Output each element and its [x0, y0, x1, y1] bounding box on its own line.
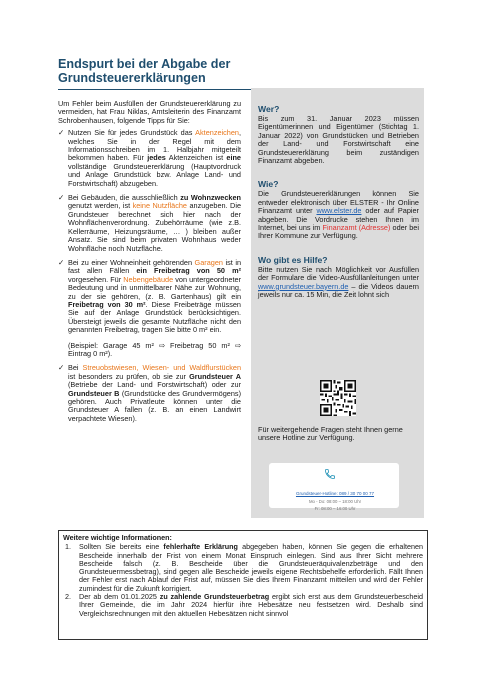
info-list — [63, 543, 423, 618]
text-run: Bei Gebäuden, die ausschließlich — [68, 193, 181, 203]
further-info-box — [58, 530, 428, 640]
hilfe-text — [258, 266, 419, 300]
page-title: Endspurt bei der Abgabe der Grundsteuererklärungen — [58, 57, 231, 85]
text-run: Sollten Sie bereits eine — [79, 542, 164, 552]
hotline-number[interactable]: Grundsteuer-Hotline: 089 / 30 70 00 77 — [295, 491, 375, 496]
text-run: abgegeben haben, können Sie gegen die erhaltenen Bescheide innerhalb der Frist von einem Monat Einspruch einlegen. Sind aus Ihrer Sicht mehrere Bescheide falsch (z. B. Bescheide über die Grundsteueräquivalenzbeträge und den Grundsteuermessbetrag), sind gegen alle Bescheide jeweils eigene Rechtsbehelfe erforderlich. Fällt Ihnen der Fehler erst nach Ablauf der Frist auf, müssen Sie dies Ihrem Finanzamt mitteilen und wird der Fehler zumindest für die Zukunft korrigiert. — [79, 542, 423, 593]
tip-text — [68, 364, 241, 423]
text-run: , welches Sie in der Regel mit dem Informationsschreiben im 1. Halbjahr mitgeteilt bekommen haben. Für — [68, 128, 241, 163]
tip-wohnzwecke — [58, 194, 241, 253]
text-run: (Betriebe der Land- und Forstwirtschaft) oder zur — [68, 380, 241, 390]
bold-run: zu zahlende Grundsteuerbetrag — [159, 592, 270, 602]
bold-run: Grundsteuer A — [189, 371, 241, 381]
bold-run: Grundsteuer B — [68, 388, 120, 398]
tip-streuobstwiesen — [58, 364, 241, 423]
tip-text — [68, 259, 241, 335]
highlight-nutzflaeche: keine Nutzfläche — [132, 201, 187, 211]
text-run: von untergeordneter Bedeutung und in unmittelbarer Nähe zur Wohnung, zu der sie gehören, (z. B. Gartenhaus) gilt ein — [68, 274, 241, 301]
bold-run: ein Freibetrag von 50 m² — [136, 266, 241, 276]
wer-text: Bis zum 31. Januar 2023 müssen Eigentümerinnen und Eigentümer (Stichtag 1. Januar 2022) von Grundstücken und Betrieben der Land- und Forstwirtschaft eine Grundsteuererklärung beim zuständigen Finanzamt abgeben. — [258, 114, 419, 166]
tip-text — [68, 129, 241, 188]
bold-run: jedes — [147, 153, 166, 163]
check-icon: ✓ — [58, 128, 65, 138]
tips-column — [58, 100, 241, 429]
check-icon: ✓ — [58, 257, 65, 267]
hilfe-heading: Wo gibt es Hilfe? — [258, 254, 328, 265]
wer-heading: Wer? — [258, 104, 280, 114]
text-run: – die Videos dauern jeweils nur ca. 15 Min, die Zeit lohnt sich — [258, 281, 419, 300]
elster-link[interactable]: www.elster.de — [316, 206, 362, 216]
text-run: genutzt werden, ist — [68, 201, 133, 211]
grundsteuer-bayern-link[interactable]: www.grundsteuer.bayern.de — [258, 281, 349, 291]
hotline-text: Für weitergehende Fragen steht Ihnen gerne unsere Hotline zur Verfügung. — [258, 425, 403, 443]
bold-run: zu Wohnzwecken — [180, 193, 241, 203]
tip-aktenzeichen — [58, 129, 241, 188]
text-run: . Diese Freibeträge müssen Sie auf der Anlage Grundstück berücksichtigen. Übersteigt jeweils die gesamte Nutzfläche nicht den genannten Freibetrag, tragen Sie bitte 0 m² ein. — [68, 299, 241, 335]
hotline-hours-friday: Fr: 08:00 – 16:00 Uhr — [314, 506, 356, 511]
bold-run: fehlerhafte Erklärung — [163, 542, 238, 552]
text-run: oder auf Papier abgeben. Die Vordrucke stehen Ihnen im Internet, bei uns im — [258, 206, 419, 233]
text-run: Der ab dem 01.01.2025 — [79, 592, 160, 602]
intro-text: Um Fehler beim Ausfüllen der Grundsteuererklärung zu vermeiden, hat Frau Niklas, Amtsleiterin des Finanzamt Schrobenhausen, folgende Tipps für Sie: — [58, 99, 241, 125]
text-run: Aktenzeichen ist — [165, 153, 227, 163]
text-run: vollständige Grundsteuererklärung (Hauptvordruck und Anlage Grundstück bzw. Anlage Land- und Forstwirtschaft) abzugeben. — [68, 161, 241, 188]
text-run: Bitte nutzen Sie nach Möglichkeit vor Ausfüllen der Formulare die Video-Ausfüllanleitungen unter — [258, 264, 419, 283]
text-run: Die Grundsteuererklärungen können Sie entweder elektronisch über ELSTER - Ihr Online Finanzamt unter — [258, 189, 419, 216]
tip-text — [68, 194, 241, 253]
check-icon: ✓ — [58, 193, 65, 203]
text-run: ist besonders zu prüfen, ob sie zur — [68, 371, 190, 381]
list-number: 2. — [65, 592, 71, 602]
phone-icon — [324, 468, 336, 480]
info-heading: Weitere wichtige Informationen: — [63, 533, 172, 542]
text-run: anzugeben. Die Grundsteuer berechnet sich hier nach der Wohnflächenverordnung. Zubehörräume (wie z.B. Kellerräume, Heizungsräume, … ) bleiben außer Ansatz. Sie sind beim privaten Wohnhaus weder Wohnfläche noch Nutzfläche. — [68, 201, 241, 253]
wie-heading: Wie? — [258, 179, 279, 190]
info-item — [63, 593, 423, 618]
bold-run: eine — [226, 153, 241, 163]
text-run: vorgesehen. Für — [68, 274, 124, 284]
text-run: ist in fast allen Fällen — [68, 257, 241, 276]
highlight-nebengebaeude: Nebengebäude — [123, 274, 174, 284]
text-run: Bei zu einer Wohneinheit gehörenden — [68, 257, 195, 267]
finanzamt-address-placeholder: Finanzamt (Adresse) — [322, 223, 391, 233]
hotline-hours-weekdays: Mo - Do: 08:00 – 18:00 Uhr — [308, 499, 362, 504]
qr-code-icon[interactable] — [320, 380, 356, 416]
text-run: oder bei Ihrer Kommune zur Verfügung. — [258, 223, 419, 241]
text-run: Bei — [68, 363, 83, 373]
highlight-garagen: Garagen — [194, 257, 223, 267]
list-number: 1. — [65, 542, 71, 552]
info-item — [63, 543, 423, 593]
example-text: (Beispiel: Garage 45 m² ⇨ Freibetrag 50 m² ⇨ Eintrag 0 m²). — [68, 340, 241, 358]
tip-garagen — [58, 259, 241, 358]
highlight-aktenzeichen: Aktenzeichen — [195, 128, 239, 138]
bold-run: Freibetrag von 30 m² — [68, 299, 146, 309]
highlight-streuobstwiesen: Streuobstwiesen, Wiesen- und Waldflurstücken — [82, 363, 241, 373]
text-run: Nutzen Sie für jedes Grundstück das — [68, 128, 196, 138]
tips-list — [58, 129, 241, 423]
wie-text — [258, 190, 419, 240]
text-run: (Grundstücke des Grundvermögens) gehören. Auch Privatleute können unter die Grundsteuer A fallen (z. B. an einen Landwirt verpachtete Wiesen). — [68, 388, 241, 423]
check-icon: ✓ — [58, 363, 65, 373]
title-underline — [58, 89, 254, 90]
text-run: ergibt sich erst aus dem Grundsteuerbescheid Ihrer Gemeinde, die im Jahr 2024 hierfür ihre Hebesätze neu festsetzen wird. Deshalb sind Vergleichsrechnungen mit den aktuellen Hebesätzen nicht sinnvol — [79, 592, 423, 618]
sidebar-content — [258, 104, 419, 314]
